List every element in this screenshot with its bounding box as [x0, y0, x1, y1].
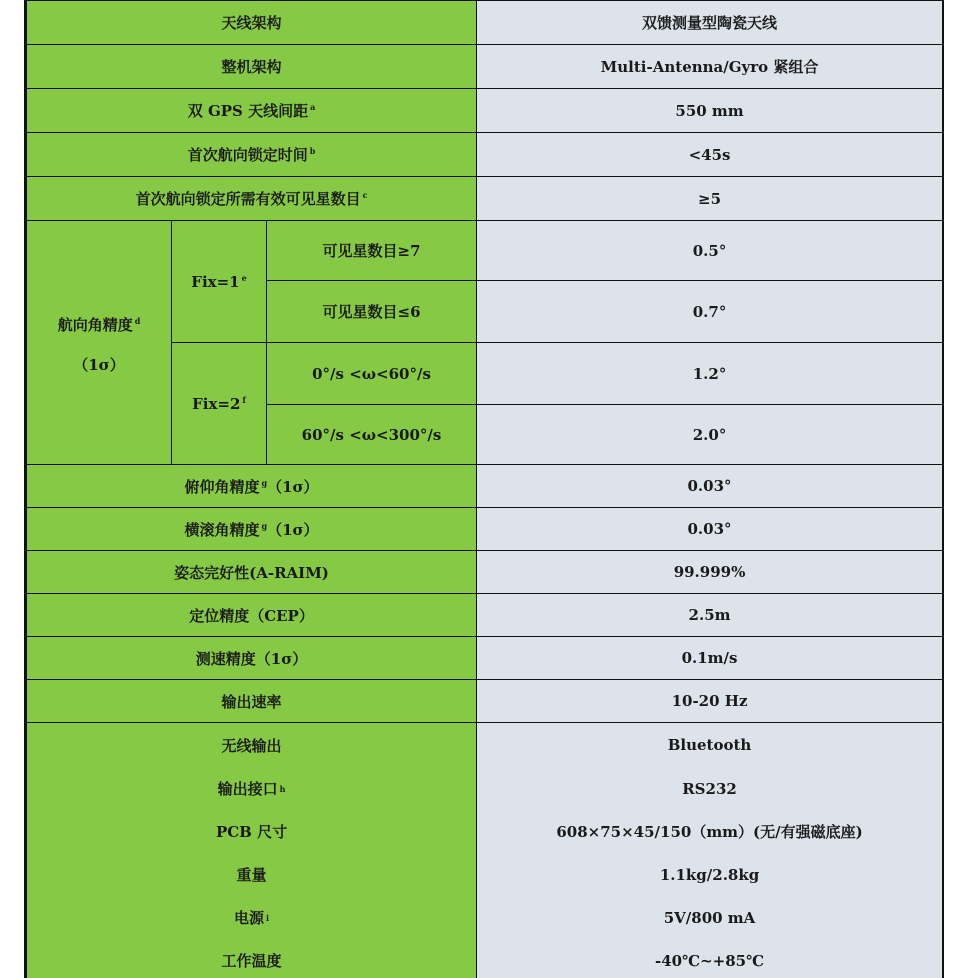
table-row: [27, 594, 943, 637]
group-values: [477, 723, 943, 978]
row-label: 整机架构: [27, 45, 477, 89]
row-value: Multi-Antenna/Gyro 紧组合: [477, 45, 943, 89]
footnote-mark: b: [309, 146, 316, 156]
group-label: 工作温度: [221, 952, 282, 970]
condition-value: 0.7°: [477, 281, 943, 343]
footnote-mark: a: [310, 102, 316, 112]
fix2-label: Fix=2 $^f$: [172, 343, 267, 465]
spec-table-container: [24, 0, 944, 978]
group-value: -40℃~+85℃: [655, 951, 765, 970]
table-row: [27, 465, 943, 508]
row-value: <45s: [477, 133, 943, 177]
table-row: [27, 680, 943, 723]
row-label: 首次航向锁定所需有效可见星数目 $^c$: [27, 177, 477, 221]
footnote-mark: e: [241, 272, 247, 283]
group-value: 1.1kg/2.8kg: [659, 865, 760, 884]
sigma-label: （1σ）: [73, 355, 125, 374]
group-value: Bluetooth: [667, 736, 752, 754]
table-row: [27, 551, 943, 594]
heading-accuracy-label: 航向角精度 $^d$ （1σ）: [27, 221, 172, 465]
condition-value: 1.2°: [477, 343, 943, 405]
spec-table: [26, 0, 943, 978]
table-row: [27, 133, 943, 177]
row-label: 首次航向锁定时间 $^b$: [27, 133, 477, 177]
group-label: 重量: [236, 866, 267, 884]
row-value: 550 mm: [477, 89, 943, 133]
row-value: ≥5: [477, 177, 943, 221]
condition-cell: 0°/s <ω<60°/s: [267, 343, 477, 405]
row-label: 横滚角精度 $^g$（1σ）: [27, 508, 477, 551]
footnote-mark: c: [362, 190, 368, 200]
group-value: 5V/800 mA: [663, 908, 756, 927]
footnote-mark: g: [261, 520, 268, 531]
group-value: RS232: [682, 779, 737, 798]
row-value: 0.1m/s: [477, 637, 943, 680]
group-labels: [27, 723, 477, 978]
condition-cell: 可见星数目≥7: [267, 221, 477, 281]
group-label: 输出接口 h: [217, 780, 286, 798]
table-row: [27, 177, 943, 221]
table-row: [27, 1, 943, 45]
row-value: 10-20 Hz: [477, 680, 943, 723]
footnote-mark: f: [242, 394, 246, 405]
footnote-mark: g: [261, 477, 268, 488]
footnote-mark: h: [279, 783, 286, 794]
row-value: 0.03°: [477, 508, 943, 551]
row-value: 2.5m: [477, 594, 943, 637]
group-label: 电源 i: [233, 909, 270, 927]
row-label: 输出速率: [27, 680, 477, 723]
condition-value: 2.0°: [477, 405, 943, 465]
group-value: 608×75×45/150（mm）(无/有强磁底座): [556, 823, 863, 841]
table-row: [27, 89, 943, 133]
condition-value: 0.5°: [477, 221, 943, 281]
row-label: 定位精度（CEP）: [27, 594, 477, 637]
row-label: 俯仰角精度 $^g$（1σ）: [27, 465, 477, 508]
group-label: PCB 尺寸: [215, 823, 288, 841]
row-label: 姿态完好性(A-RAIM): [27, 551, 477, 594]
footnote-mark: d: [134, 315, 141, 326]
group-label: 无线输出: [221, 736, 282, 755]
fix1-label: Fix=1 $^e$: [172, 221, 267, 343]
row-value: 双馈测量型陶瓷天线: [477, 1, 943, 45]
row-label: 天线架构: [27, 1, 477, 45]
row-value: 0.03°: [477, 465, 943, 508]
table-row: [27, 723, 943, 978]
table-row: [27, 637, 943, 680]
heading-row: [27, 221, 943, 281]
table-row: [27, 508, 943, 551]
row-value: 99.999%: [477, 551, 943, 594]
table-row: [27, 45, 943, 89]
row-label: 双 GPS 天线间距 $^a$: [27, 89, 477, 133]
condition-cell: 可见星数目≤6: [267, 281, 477, 343]
condition-cell: 60°/s <ω<300°/s: [267, 405, 477, 465]
row-label: 测速精度（1σ）: [27, 637, 477, 680]
footnote-mark: i: [266, 912, 270, 923]
